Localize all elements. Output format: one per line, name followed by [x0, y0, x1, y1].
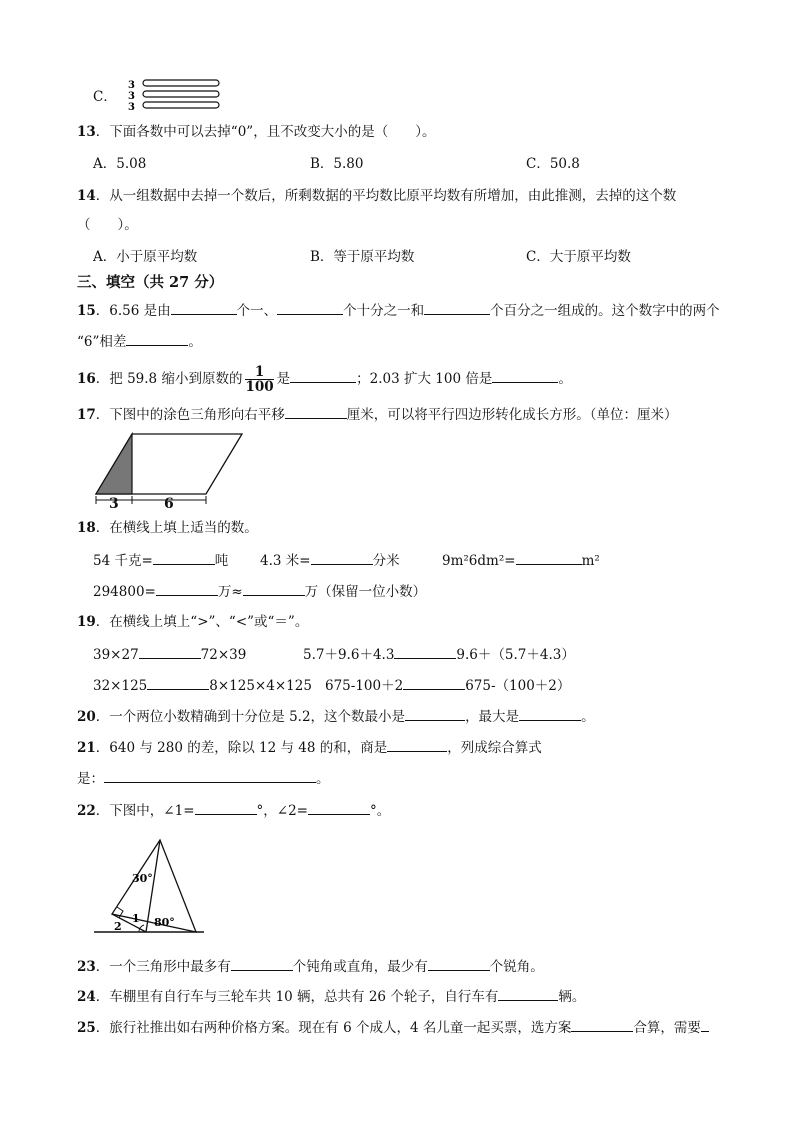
- shaded-triangle: [96, 434, 132, 494]
- q12-sticks-figure: [125, 78, 225, 114]
- q18-blank-b[interactable]: [311, 550, 373, 565]
- q16-line: [77, 364, 572, 394]
- q18-item-d: [93, 581, 426, 602]
- q19-item-2a: [93, 675, 312, 696]
- q16-text-4: 。: [558, 371, 572, 387]
- q21-blank-2[interactable]: [104, 768, 316, 783]
- q17-number: 17: [77, 407, 96, 423]
- q17-text-2: 厘米，可以将平行四边形转化成长方形。（单位：厘米）: [346, 407, 678, 423]
- q25-line: [77, 1017, 709, 1038]
- q15-blank-3[interactable]: [424, 300, 490, 315]
- q23-blank-1[interactable]: [231, 956, 293, 971]
- q13-option-c[interactable]: C．50.8: [526, 156, 580, 172]
- q19-blank-2b[interactable]: [403, 675, 465, 690]
- q21-number: 21: [77, 740, 96, 756]
- stick-1: [143, 80, 219, 86]
- q17-text-1: ．下图中的涂色三角形向右平移: [95, 407, 285, 423]
- q12-option-c: [93, 87, 117, 107]
- q16-fraction-denominator: 100: [245, 379, 274, 395]
- q14-option-c[interactable]: C．大于原平均数: [526, 249, 631, 265]
- q15-line2: [77, 331, 202, 352]
- q18-b-text-1: 4.3 米=: [260, 553, 311, 569]
- q14-text: ．从一组数据中去掉一个数后，所剩数据的平均数比原平均数有所增加，由此推测，去掉的这个数: [95, 188, 677, 204]
- q15-line1: [77, 300, 720, 321]
- q21-text-2: ，列成综合算式: [447, 740, 542, 756]
- q15-text-4: 个百分之一组成的。这个数字中的两个: [490, 303, 720, 319]
- q18-d-text-1: 294800=: [93, 584, 156, 600]
- q19-stem: [77, 612, 308, 632]
- dim-label-3: 3: [109, 496, 119, 512]
- stick-3: [143, 102, 219, 108]
- q19-1b-left: 5.7＋9.6＋4.3: [303, 647, 395, 663]
- q18-item-b: [260, 550, 400, 571]
- q20-text-2: ，最大是: [465, 709, 520, 725]
- q19-text: ．在横线上填上“>”、“<”或“＝”。: [95, 614, 309, 630]
- q22-text-2: °，∠2=: [256, 803, 308, 819]
- angle-label-30: 30°: [132, 872, 153, 885]
- q15-text-3: 个十分之一和: [343, 303, 425, 319]
- stick-2: [143, 91, 219, 97]
- q21-text-3: 是：: [77, 771, 104, 787]
- q23-blank-2[interactable]: [428, 956, 490, 971]
- q19-blank-1a[interactable]: [139, 644, 201, 659]
- q15-text-6: 。: [188, 334, 202, 350]
- q22-text-3: °。: [369, 803, 391, 819]
- q14-number: 14: [77, 188, 96, 204]
- q22-line: [77, 800, 390, 821]
- stick-label-2: 3: [128, 91, 135, 102]
- q13-stem: [77, 122, 435, 142]
- q15-text-5: “6”相差: [77, 334, 127, 350]
- q21-text-1: ．640 与 280 的差，除以 12 与 48 的和，商是: [95, 740, 388, 756]
- q14-stem: [77, 186, 676, 206]
- q13-number: 13: [77, 124, 96, 140]
- q24-text-1: ．车棚里有自行车与三轮车共 10 辆，总共有 26 个轮子，自行车有: [95, 989, 499, 1005]
- q19-blank-2a[interactable]: [147, 675, 209, 690]
- q18-c-text-2: m²: [581, 553, 600, 569]
- q22-blank-2[interactable]: [308, 800, 370, 815]
- q25-number: 25: [77, 1020, 96, 1036]
- q18-blank-d1[interactable]: [156, 581, 218, 596]
- q18-d-text-3: 万（保留一位小数）: [304, 584, 427, 600]
- q18-text: ．在横线上填上适当的数。: [95, 520, 258, 536]
- q22-blank-1[interactable]: [195, 800, 257, 815]
- q23-text-3: 个锐角。: [489, 959, 544, 975]
- q17-blank[interactable]: [285, 404, 347, 419]
- angle-label-2: 2: [114, 920, 122, 933]
- angle-label-80: 80°: [154, 916, 175, 929]
- q20-text-1: ．一个两位小数精确到十分位是 5.2，这个数最小是: [95, 709, 406, 725]
- q19-2b-left: 675-100＋2: [325, 678, 404, 694]
- q16-text-1: ．把 59.8 缩小到原数的: [95, 371, 243, 387]
- q25-text-1: ．旅行社推出如右两种价格方案。现在有 6 个成人，4 名儿童一起买票，选方案: [95, 1020, 572, 1036]
- stick-label-1: 3: [128, 80, 135, 91]
- q19-number: 19: [77, 614, 96, 630]
- q21-line2: [77, 768, 330, 789]
- q13-text: ．下面各数中可以去掉“0”，且不改变大小的是（ ）。: [95, 124, 436, 140]
- q13-option-b[interactable]: B．5.80: [310, 156, 364, 172]
- q18-b-text-2: 分米: [372, 553, 400, 569]
- q23-text-2: 个钝角或直角，最少有: [292, 959, 428, 975]
- q15-text-2: 个一、: [236, 303, 278, 319]
- q22-triangle-figure: [92, 836, 212, 940]
- q18-c-text-1: 9m²6dm²=: [442, 553, 516, 569]
- q19-2b-right: 675-（100＋2）: [465, 678, 571, 694]
- q23-line: [77, 956, 544, 977]
- q16-text-2: 是: [276, 371, 291, 387]
- q18-stem: [77, 518, 258, 538]
- q22-text-1: ．下图中，∠1=: [95, 803, 195, 819]
- q19-item-1a: [93, 644, 246, 665]
- q20-blank-1[interactable]: [405, 706, 465, 721]
- q18-blank-d2[interactable]: [243, 581, 305, 596]
- q18-item-a: [93, 550, 228, 571]
- q16-blank-2[interactable]: [492, 368, 558, 383]
- q25-text-2: 合算，需要: [633, 1020, 701, 1036]
- q25-blank-2[interactable]: [701, 1017, 709, 1032]
- q19-1a-left: 39×27: [93, 647, 139, 663]
- q15-blank-2[interactable]: [277, 300, 343, 315]
- q16-text-3: ；2.03 扩大 100 倍是: [356, 371, 493, 387]
- q15-number: 15: [77, 303, 96, 319]
- q15-text-1: ．6.56 是由: [95, 303, 171, 319]
- q23-number: 23: [77, 959, 96, 975]
- q14-option-b[interactable]: B．等于原平均数: [310, 249, 415, 265]
- q19-item-1b: [303, 644, 575, 665]
- q13-option-a[interactable]: A．5.08: [93, 156, 147, 172]
- q17-line: [77, 404, 678, 425]
- q18-blank-c[interactable]: [516, 550, 582, 565]
- q20-line: [77, 706, 595, 727]
- angle-label-1: 1: [132, 912, 140, 925]
- q16-number: 16: [77, 371, 96, 387]
- q24-number: 24: [77, 989, 96, 1005]
- q21-blank-1[interactable]: [387, 737, 447, 752]
- q19-item-2b: [325, 675, 570, 696]
- q18-a-text-2: 吨: [214, 553, 229, 569]
- q24-blank[interactable]: [498, 986, 558, 1001]
- dim-label-6: 6: [164, 496, 174, 512]
- q20-blank-2[interactable]: [519, 706, 581, 721]
- q15-blank-1[interactable]: [171, 300, 237, 315]
- q18-item-c: [442, 550, 600, 571]
- q18-number: 18: [77, 520, 96, 536]
- q21-text-4: 。: [316, 771, 330, 787]
- q16-blank-1[interactable]: [290, 368, 356, 383]
- q15-blank-4[interactable]: [126, 331, 188, 346]
- q19-1b-right: 9.6＋（5.7＋4.3）: [456, 647, 575, 663]
- q18-blank-a[interactable]: [153, 550, 215, 565]
- q14-option-a[interactable]: A．小于原平均数: [93, 249, 198, 265]
- stick-label-3: 3: [128, 102, 135, 113]
- q19-blank-1b[interactable]: [394, 644, 456, 659]
- section-3-title: 三、填空（共 27 分）: [77, 274, 224, 291]
- q24-text-2: 辆。: [558, 989, 586, 1005]
- q19-2a-right: 8×125×4×125: [209, 678, 312, 694]
- q12-option-c-label: C．: [93, 89, 117, 105]
- q21-line1: [77, 737, 542, 758]
- q24-line: [77, 986, 585, 1007]
- q14-stem-line2: （ ）。: [77, 217, 138, 233]
- q19-1a-right: 72×39: [200, 647, 247, 663]
- q25-blank-1[interactable]: [571, 1017, 633, 1032]
- q18-a-text-1: 54 千克=: [93, 553, 153, 569]
- q17-parallelogram-figure: [92, 432, 252, 512]
- q16-fraction: [245, 365, 273, 394]
- q20-number: 20: [77, 709, 96, 725]
- q22-number: 22: [77, 803, 96, 819]
- q20-text-3: 。: [581, 709, 595, 725]
- q23-text-1: ．一个三角形中最多有: [95, 959, 231, 975]
- q19-2a-left: 32×125: [93, 678, 148, 694]
- q18-d-text-2: 万≈: [217, 584, 243, 600]
- q16-fraction-numerator: 1: [245, 365, 273, 380]
